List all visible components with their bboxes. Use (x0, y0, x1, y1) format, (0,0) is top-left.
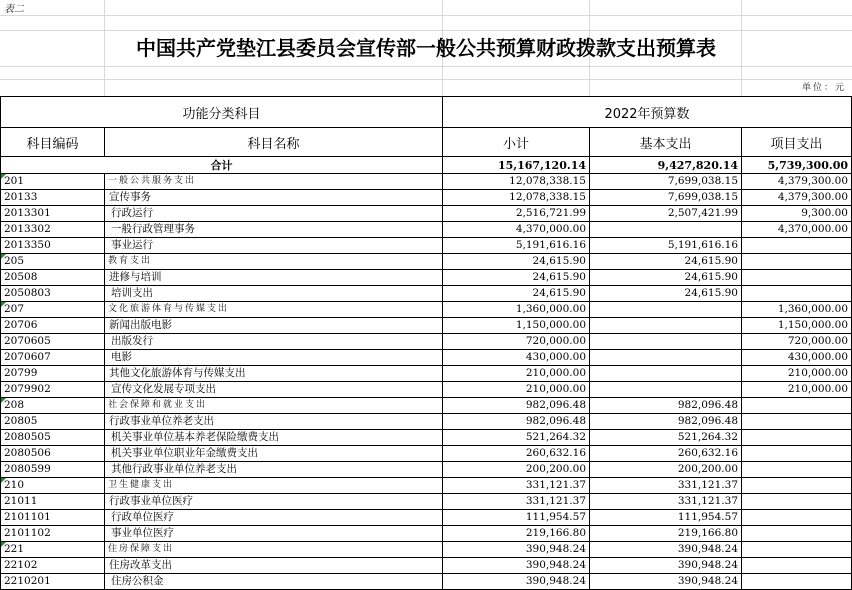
row-project: 4,379,300.00 (742, 190, 852, 206)
row-project (742, 510, 852, 526)
row-project (742, 494, 852, 510)
table-row (1, 430, 852, 446)
row-name: 行政事业单位养老支出 (105, 414, 443, 430)
row-name: 出版发行 (105, 334, 443, 350)
row-name: 教育支出 (105, 254, 443, 270)
row-project (742, 254, 852, 270)
cell-indicator-icon (1, 398, 6, 403)
row-name: 宣传文化发展专项支出 (105, 382, 443, 398)
header-budget-year: 2022年预算数 (443, 97, 852, 128)
row-code: 2101102 (1, 526, 105, 542)
row-code: 2013350 (1, 238, 105, 254)
row-name: 一般行政管理事务 (105, 222, 443, 238)
row-project (742, 238, 852, 254)
row-basic: 24,615.90 (590, 254, 742, 270)
row-basic: 390,948.24 (590, 542, 742, 558)
table-row (1, 446, 852, 462)
row-name: 住房改革支出 (105, 558, 443, 574)
table-row (1, 494, 852, 510)
row-project (742, 398, 852, 414)
row-code: 20805 (1, 414, 105, 430)
row-subtotal: 720,000.00 (443, 334, 590, 350)
table-row (1, 270, 852, 286)
sheet-gridline (0, 15, 852, 16)
table-row (1, 574, 852, 590)
row-basic (590, 350, 742, 366)
table-row (1, 382, 852, 398)
row-project: 4,379,300.00 (742, 174, 852, 190)
table-row (1, 286, 852, 302)
row-name: 卫生健康支出 (105, 478, 443, 494)
row-name: 住房公积金 (105, 574, 443, 590)
cell-indicator-icon (1, 478, 6, 483)
row-project (742, 558, 852, 574)
row-subtotal: 12,078,338.15 (443, 174, 590, 190)
page-title: 中国共产党垫江县委员会宣传部一般公共预算财政拨款支出预算表 (136, 36, 716, 60)
total-label: 合计 (1, 157, 443, 174)
row-name: 进修与培训 (105, 270, 443, 286)
budget-table (0, 96, 852, 590)
sheet-gridline (0, 66, 852, 67)
row-subtotal: 24,615.90 (443, 254, 590, 270)
row-code: 2013301 (1, 206, 105, 222)
row-project (742, 270, 852, 286)
table-row (1, 334, 852, 350)
row-code: 221 (1, 542, 105, 558)
row-project: 9,300.00 (742, 206, 852, 222)
row-basic (590, 302, 742, 318)
row-subtotal: 4,370,000.00 (443, 222, 590, 238)
table-row (1, 254, 852, 270)
table-row (1, 510, 852, 526)
row-basic (590, 366, 742, 382)
row-subtotal: 210,000.00 (443, 366, 590, 382)
row-subtotal: 24,615.90 (443, 270, 590, 286)
row-code: 22102 (1, 558, 105, 574)
row-project: 430,000.00 (742, 350, 852, 366)
table-row (1, 526, 852, 542)
row-subtotal: 1,150,000.00 (443, 318, 590, 334)
table-row (1, 238, 852, 254)
row-project (742, 430, 852, 446)
table-row (1, 206, 852, 222)
row-subtotal: 982,096.48 (443, 414, 590, 430)
row-subtotal: 111,954.57 (443, 510, 590, 526)
row-name: 行政单位医疗 (105, 510, 443, 526)
table-row (1, 350, 852, 366)
row-code: 20133 (1, 190, 105, 206)
table-row (1, 174, 852, 190)
row-code: 2210201 (1, 574, 105, 590)
header-code: 科目编码 (1, 128, 105, 157)
row-project (742, 446, 852, 462)
row-code: 210 (1, 478, 105, 494)
row-basic: 200,200.00 (590, 462, 742, 478)
row-basic: 2,507,421.99 (590, 206, 742, 222)
row-subtotal: 24,615.90 (443, 286, 590, 302)
row-project (742, 414, 852, 430)
row-name: 行政事业单位医疗 (105, 494, 443, 510)
row-code: 20706 (1, 318, 105, 334)
row-basic (590, 382, 742, 398)
table-row (1, 302, 852, 318)
row-project: 210,000.00 (742, 382, 852, 398)
sheet-gridline (0, 79, 852, 80)
row-project: 210,000.00 (742, 366, 852, 382)
row-name: 一般公共服务支出 (105, 174, 443, 190)
row-project (742, 542, 852, 558)
row-project: 4,370,000.00 (742, 222, 852, 238)
row-subtotal: 260,632.16 (443, 446, 590, 462)
row-project (742, 286, 852, 302)
row-code: 2013302 (1, 222, 105, 238)
row-code: 2079902 (1, 382, 105, 398)
row-subtotal: 982,096.48 (443, 398, 590, 414)
table-row (1, 414, 852, 430)
row-name: 电影 (105, 350, 443, 366)
row-basic: 24,615.90 (590, 286, 742, 302)
sheet-label: 表二 (4, 4, 24, 14)
row-project: 720,000.00 (742, 334, 852, 350)
row-basic: 24,615.90 (590, 270, 742, 286)
row-basic: 982,096.48 (590, 414, 742, 430)
header-func-category: 功能分类科目 (1, 97, 443, 128)
row-code: 205 (1, 254, 105, 270)
row-name: 社会保障和就业支出 (105, 398, 443, 414)
row-name: 事业单位医疗 (105, 526, 443, 542)
table-row (1, 222, 852, 238)
table-row (1, 558, 852, 574)
row-basic: 5,191,616.16 (590, 238, 742, 254)
row-code: 207 (1, 302, 105, 318)
table-row (1, 542, 852, 558)
row-name: 事业运行 (105, 238, 443, 254)
cell-indicator-icon (1, 302, 6, 307)
row-subtotal: 331,121.37 (443, 478, 590, 494)
total-subtotal: 15,167,120.14 (443, 157, 590, 174)
cell-indicator-icon (1, 174, 6, 179)
cell-indicator-icon (1, 254, 6, 259)
row-name: 宣传事务 (105, 190, 443, 206)
row-code: 201 (1, 174, 105, 190)
row-subtotal: 390,948.24 (443, 542, 590, 558)
sheet-gridline (0, 30, 852, 31)
row-name: 新闻出版电影 (105, 318, 443, 334)
row-basic: 982,096.48 (590, 398, 742, 414)
total-basic: 9,427,820.14 (590, 157, 742, 174)
row-code: 2080506 (1, 446, 105, 462)
row-basic: 7,699,038.15 (590, 174, 742, 190)
table-row (1, 398, 852, 414)
row-name: 其他文化旅游体育与传媒支出 (105, 366, 443, 382)
row-basic (590, 222, 742, 238)
row-basic: 7,699,038.15 (590, 190, 742, 206)
total-project: 5,739,300.00 (742, 157, 852, 174)
cell-indicator-icon (1, 542, 6, 547)
row-project: 1,150,000.00 (742, 318, 852, 334)
row-code: 2080599 (1, 462, 105, 478)
row-project: 1,360,000.00 (742, 302, 852, 318)
row-subtotal: 331,121.37 (443, 494, 590, 510)
row-basic: 390,948.24 (590, 574, 742, 590)
row-name: 住房保障支出 (105, 542, 443, 558)
header-subtotal: 小计 (443, 128, 590, 157)
row-basic: 331,121.37 (590, 478, 742, 494)
table-row (1, 190, 852, 206)
row-basic (590, 318, 742, 334)
row-subtotal: 5,191,616.16 (443, 238, 590, 254)
row-subtotal: 430,000.00 (443, 350, 590, 366)
row-basic: 111,954.57 (590, 510, 742, 526)
row-subtotal: 390,948.24 (443, 574, 590, 590)
row-project (742, 574, 852, 590)
row-basic: 260,632.16 (590, 446, 742, 462)
row-basic: 521,264.32 (590, 430, 742, 446)
row-code: 2080505 (1, 430, 105, 446)
row-subtotal: 210,000.00 (443, 382, 590, 398)
row-name: 机关事业单位基本养老保险缴费支出 (105, 430, 443, 446)
row-subtotal: 521,264.32 (443, 430, 590, 446)
row-code: 21011 (1, 494, 105, 510)
row-code: 2050803 (1, 286, 105, 302)
row-subtotal: 1,360,000.00 (443, 302, 590, 318)
total-row (1, 157, 852, 174)
row-code: 20508 (1, 270, 105, 286)
table-row (1, 366, 852, 382)
row-project (742, 462, 852, 478)
header-basic: 基本支出 (590, 128, 742, 157)
row-name: 行政运行 (105, 206, 443, 222)
row-name: 培训支出 (105, 286, 443, 302)
row-name: 机关事业单位职业年金缴费支出 (105, 446, 443, 462)
row-code: 2101101 (1, 510, 105, 526)
row-subtotal: 200,200.00 (443, 462, 590, 478)
row-basic: 390,948.24 (590, 558, 742, 574)
row-subtotal: 390,948.24 (443, 558, 590, 574)
row-code: 20799 (1, 366, 105, 382)
row-subtotal: 12,078,338.15 (443, 190, 590, 206)
row-code: 208 (1, 398, 105, 414)
table-row (1, 478, 852, 494)
row-name: 文化旅游体育与传媒支出 (105, 302, 443, 318)
row-project (742, 526, 852, 542)
row-code: 2070607 (1, 350, 105, 366)
table-row (1, 318, 852, 334)
row-subtotal: 219,166.80 (443, 526, 590, 542)
row-code: 2070605 (1, 334, 105, 350)
row-project (742, 478, 852, 494)
row-basic (590, 334, 742, 350)
unit-label: 单位：元 (801, 83, 846, 93)
header-project: 项目支出 (742, 128, 852, 157)
row-basic: 219,166.80 (590, 526, 742, 542)
row-name: 其他行政事业单位养老支出 (105, 462, 443, 478)
row-basic: 331,121.37 (590, 494, 742, 510)
header-name: 科目名称 (105, 128, 443, 157)
table-row (1, 462, 852, 478)
row-subtotal: 2,516,721.99 (443, 206, 590, 222)
